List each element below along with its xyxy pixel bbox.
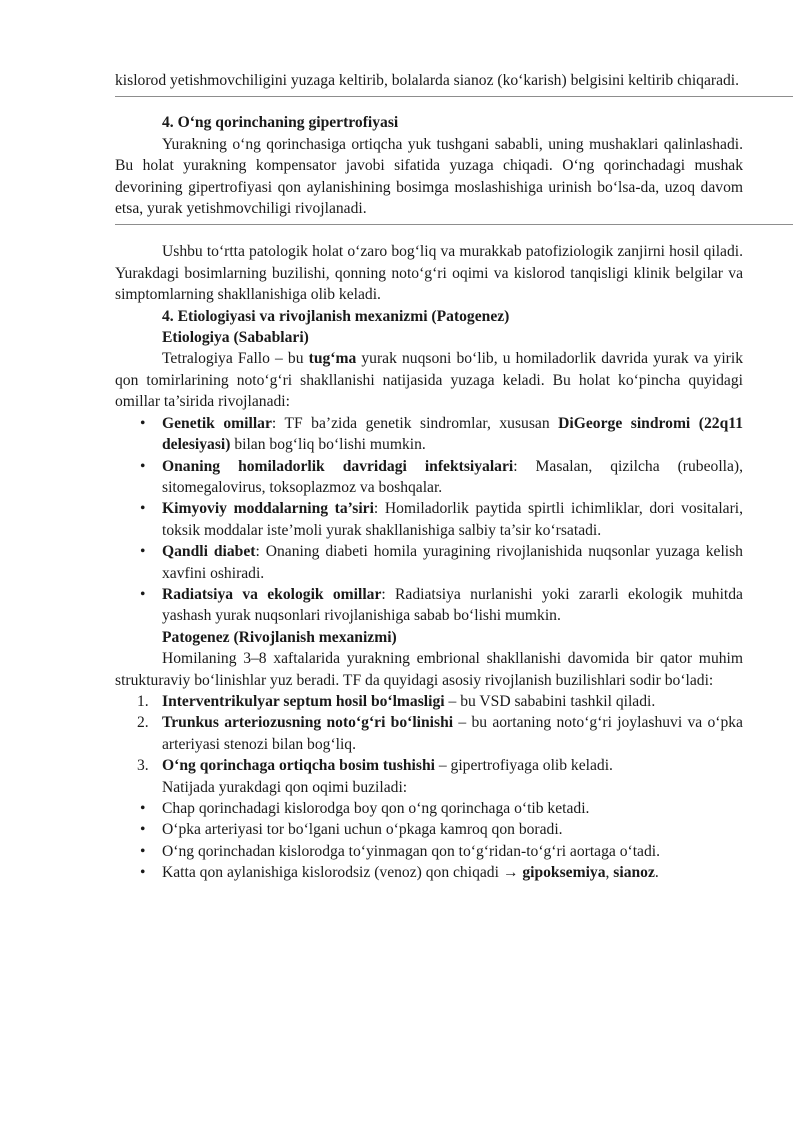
list-item: • Onaning homiladorlik davridagi infektsiyalari: Masalan, qizilcha (rubeolla), sitomegalovirus, toksoplazmoz va boshqalar. [140,457,743,496]
list-item: 3. O‘ng qorinchaga ortiqcha bosim tushishi – gipertrofiyaga olib keladi. [115,755,743,776]
document-page [115,70,743,884]
pathogenesis-subheading: Patogenez (Rivojlanish mexanizmi) [162,628,397,646]
list-number: 2. [137,714,149,732]
list-number: 1. [137,692,149,710]
list-item: • Radiatsiya va ekologik omillar: Radiatsiya nurlanishi yoki zararli ekologik muhitda yashash yurak nuqsonlari rivojlanishiga sabab bo‘lishi mumkin. [140,585,743,625]
bullet-icon: • [140,842,146,860]
list-item: • Chap qorinchadagi kislorodga boy qon o‘ng qorinchaga o‘tib ketadi. [115,798,743,819]
etiology-factor-list [115,413,743,627]
hypertrophy-heading: 4. O‘ng qorinchaning gipertrofiyasi [162,114,399,132]
list-item: 2. Trunkus arteriozusning noto‘g‘ri bo‘linishi – bu aortaning noto‘g‘ri joylashuvi va o‘pka arteriyasi stenozi bilan bog‘liq. [137,714,743,753]
list-item: • Genetik omillar: TF ba’zida genetik sindromlar, xususan DiGeorge sindromi (22q11 delesiyasi) bilan bog‘liq bo‘lishi mumkin. [140,414,743,454]
list-item: • Qandli diabet: Onaning diabeti homila yuragining rivojlanishida nuqsonlar yuzaga kelish xavfini oshiradi. [140,543,743,582]
hypertrophy-paragraph: Yurakning o‘ng qorinchasiga ortiqcha yuk tushgani sababli, uning mushaklari qalinlashadi. Bu holat yurakning kompensator javobi sifatida yuzaga chiqadi. O‘ng qorinchadagi mushak devorining gipertrofiyasi qon aylanishining bosimga moslashishiga urinish bo‘lsa-da, uzoq davom etsa, yurak yetishmovchiligi rivojlanadi. [115,135,743,218]
etiology-intro-paragraph: Tetralogiya Fallo – bu tug‘ma yurak nuqsoni bo‘lib, u homiladorlik davrida yurak va yirik qon tomirlarining noto‘g‘ri shakllanishi natijasida yuzaga keladi. Bu holat ko‘pincha quyidagi omillar ta’sirida rivojlanadi: [115,350,743,411]
section-divider [115,224,793,225]
bullet-icon: • [140,864,146,882]
list-item: • Katta qon aylanishiga kislorodsiz (venoz) qon chiqadi → gipoksemiya, sianoz. [115,862,743,883]
list-number: 3. [137,757,149,775]
bullet-icon: • [140,800,146,817]
bullet-icon: • [140,585,146,603]
result-lead-text: Natijada yurakdagi qon oqimi buziladi: [162,778,408,796]
summary-paragraph: Ushbu to‘rtta patologik holat o‘zaro bog‘liq va murakkab patofiziologik zanjirni hosil qiladi. Yurakdagi bosimlarning buzilishi, qonning noto‘g‘ri oqimi va kislorod tanqisligi klinik belgilar va simptomlarning shakllanishiga olib keladi. [115,243,743,304]
bullet-icon: • [140,457,146,475]
bullet-icon: • [140,500,146,518]
pathogenesis-step-list [115,691,743,777]
bullet-icon: • [140,821,146,839]
bullet-icon: • [140,543,146,561]
etiology-subheading: Etiologiya (Sabablari) [162,329,309,347]
pathogenesis-intro-paragraph: Homilaning 3–8 xaftalarida yurakning embrional shakllanishi davomida bir qator muhim strukturaviy bo‘linishlar yuz beradi. TF da quyidagi asosiy rivojlanish buzilishlari sodir bo‘ladi: [115,650,743,689]
section-divider [115,96,793,97]
list-item: • O‘pka arteriyasi tor bo‘lgani uchun o‘pkaga kamroq qon boradi. [115,819,743,840]
list-item: • O‘ng qorinchadan kislorodga to‘yinmagan qon to‘g‘ridan-to‘g‘ri aortaga o‘tadi. [115,841,743,862]
list-item: • Kimyoviy moddalarning ta’siri: Homiladorlik paytida spirtli ichimliklar, dori vositalari, toksik moddalar iste’moli yurak shakllanishiga salbiy ta’sir ko‘rsatadi. [140,500,743,539]
result-list [115,798,743,884]
list-item: 1. Interventrikulyar septum hosil bo‘lmasligi – bu VSD sababini tashkil qiladi. [115,691,743,712]
arrow-icon: → [502,864,519,882]
intro-tail-paragraph: kislorod yetishmovchiligini yuzaga keltirib, bolalarda sianoz (ko‘karish) belgisini keltirib chiqaradi. [115,72,740,89]
bullet-icon: • [140,414,146,432]
etiology-heading: 4. Etiologiyasi va rivojlanish mexanizmi (Patogenez) [162,307,510,325]
